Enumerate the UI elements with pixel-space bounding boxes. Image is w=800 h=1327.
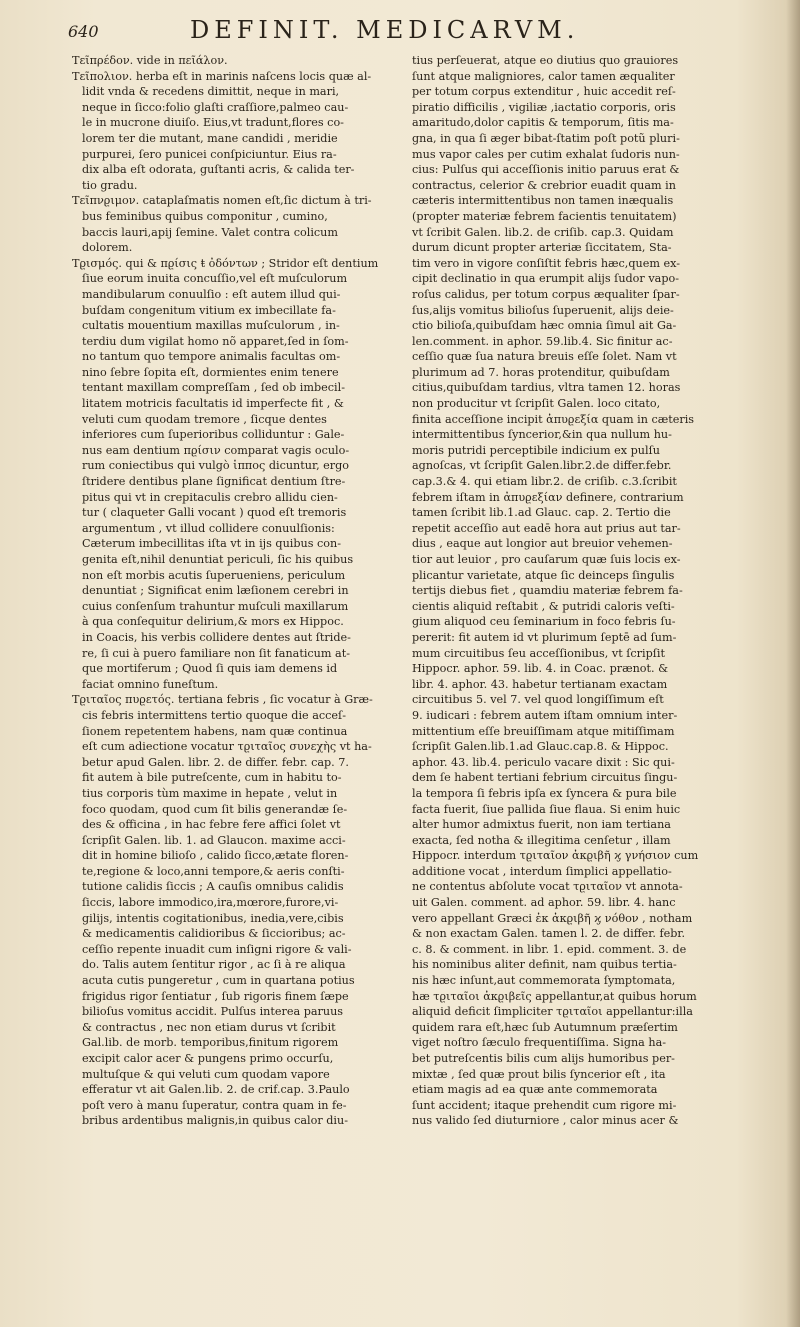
right-text-column [412, 53, 757, 1129]
text-line: agnoſcas, vt ſcripſit Galen.libr.2.de differ.febr. “ [412, 458, 757, 474]
text-line: mus vapor cales per cutim exhalat ſudoris nun- “ [412, 147, 757, 163]
text-line: » que mortiferum ; Quod ſi quis iam demens id [72, 661, 417, 677]
text-line: citius,quibuſdam tardius, vltra tamen 12. horas “ [412, 380, 757, 396]
text-line: mittentium eſſe breuiſſimam atque mitiſſimam “ [412, 724, 757, 740]
text-line: » tius corporis tùm maxime in hepate , velut in [72, 786, 417, 802]
text-line: » cultatis mouentium maxillas muſculorum , in- [72, 318, 417, 334]
text-line: cientis aliquid reſtabit , & putridi caloris veſti- “ [412, 599, 757, 615]
text-line: nus valido ſed diuturniore , calor minus acer & “ [412, 1113, 757, 1129]
text-line: » à qua conſequitur delirium,& mors ex Hippoc. [72, 614, 417, 630]
text-line: his nominibus aliter definit, nam quibus tertia- “ [412, 957, 757, 973]
text-line: Τεῖπολιον. herba eſt in marinis naſcens locis quæ al- [72, 69, 372, 83]
text-line: lidit vnda & recedens dimittit, neque in mari, [82, 85, 340, 99]
text-line: viget noſtro ſæculo frequentiſſima. Signa ha- “ [412, 1035, 757, 1051]
text-line: gium aliquod ceu ſeminarium in foco febris ſu- “ [412, 614, 757, 630]
text-line: » buſdam congenitum vitium ex imbecillate fa- [72, 303, 417, 319]
text-line: ceſſio quæ ſua natura breuis eſſe ſolet. Nam vt “ [412, 349, 757, 365]
text-line: Hippocr. interdum τϱιταῖον ἀκϱιβῆ ϗ γνήσιον cum “ [412, 848, 757, 864]
text-line: » fit autem à bile putreſcente, cum in habitu to- [72, 770, 417, 786]
text-line: Τϱιταῖος πυϱετός. tertiana febris , ſic vocatur à Græ- [72, 693, 373, 707]
text-line: additione vocat , interdum ſimplici appellatio- “ [412, 864, 757, 880]
text-line: » eſt cum adiectione vocatur τϱιταῖος συνεχὴς vt ha- [72, 739, 417, 755]
text-line: tertijs diebus fiet , quamdiu materiæ febrem fa- “ [412, 583, 757, 599]
text-line: » re, ſi cui à puero familiare non ſit fanaticum at- [72, 646, 417, 662]
text-line: » ceſſio repente inuadit cum inſigni rigore & vali- [72, 942, 417, 958]
text-line: nis hæc inſunt,aut commemorata ſymptomata, “ [412, 973, 757, 989]
text-line: facta fuerit, ſiue pallida ſiue flaua. Si enim huic “ [412, 802, 757, 818]
text-line: Τϱισμός. qui & πϱίσις ŧ ὀδόντων ; Stridor eſt dentium [72, 256, 379, 270]
text-line: vero appellant Græci ἐκ ἀκϱιβῆ ϗ νόθον , notham “ [412, 911, 757, 927]
text-line: » litatem motricis facultatis id imperfecte fit , & [72, 396, 417, 412]
text-line: » dit in homine bilioſo , calido ſicco,ætate floren- [72, 848, 417, 864]
page-gutter-shadow [786, 0, 800, 1327]
text-line: piratio difficilis , vigiliæ ,iactatio corporis, oris “ [412, 100, 757, 116]
text-line: tamen ſcribit lib.1.ad Glauc. cap. 2. Tertio die “ [412, 505, 757, 521]
text-line: » ſcripſit Galen. lib. 1. ad Glaucon. maxime acci- [72, 833, 417, 849]
text-line: ſus,alijs vomitus bilioſus ſuperuenit, alijs deie- “ [412, 303, 757, 319]
text-line: » betur apud Galen. libr. 2. de differ. febr. cap. 7. [72, 755, 417, 771]
text-line: Τεῖπρέδον. vide in πεῖάλον. [72, 54, 228, 67]
text-line: libr. 4. aphor. 43. habetur tertianam exactam “ [412, 677, 757, 693]
text-line: lorem ter die mutant, mane candidi , meridie [82, 131, 338, 145]
text-line: tim vero in vigore conſiſtit febris hæc,quem ex- “ [412, 256, 757, 272]
text-line: » pitus qui vt in crepitaculis crebro allidu cien- [72, 490, 417, 506]
text-line: la tempora ſi febris ipſa ex ſyncera & pura bile “ [412, 786, 757, 802]
text-line: ſcripſit Galen.lib.1.ad Glauc.cap.8. & Hippoc. “ [412, 739, 757, 755]
text-line: » foco quodam, quod cum ſit bilis generandæ ſe- [72, 802, 417, 818]
text-line: » inferiores cum ſuperioribus colliduntur : Gale- [72, 427, 417, 443]
text-line: » bilioſus vomitus accidit. Pulſus interea paruus [72, 1004, 417, 1020]
text-line: len.comment. in aphor. 59.lib.4. Sic finitur ac- “ [412, 334, 757, 350]
text-line: moris putridi perceptibile indicium ex pulſu “ [412, 443, 757, 459]
text-line: vt ſcribit Galen. lib.2. de criſib. cap.3. Quidam “ [412, 225, 757, 241]
text-line: pererit: fit autem id vt plurimum ſeptē ad ſum- “ [412, 630, 757, 646]
text-line: baccis lauri,apij ſemine. Valet contra colicum [82, 225, 338, 239]
text-line: Τεῖπνϱιμον. cataplaſmatis nomen eſt,ſic dictum à tri- [72, 194, 372, 208]
text-line: tio gradu. [82, 178, 138, 192]
text-line: finita acceſſione incipit ἀπυϱεξία quam in cæteris “ [412, 412, 757, 428]
text-line: exacta, ſed notha & illegitima cenſetur , illam “ [412, 833, 757, 849]
text-line: » argumentum , vt illud collidere conuulſionis: [72, 521, 417, 537]
text-line: » poſt vero à manu ſuperatur, contra quam in fe- [72, 1098, 417, 1114]
text-line: » gilijs, intentis cogitationibus, inedia,vere,cibis [72, 911, 417, 927]
text-line: febrem iſtam in ἀπυϱεξίαν definere, contrarium “ [412, 490, 757, 506]
text-line: » tentant maxillam compreſſam , ſed ob imbecil- [72, 380, 417, 396]
text-line: » nus eam dentium πϱίσιν comparat vagis oculo- [72, 443, 417, 459]
text-line: » acuta cutis pungeretur , cum in quartana potius [72, 973, 417, 989]
text-line: purpurei, ſero punicei conſpiciuntur. Eius ra- [82, 147, 337, 161]
text-line: c. 8. & comment. in libr. 1. epid. comment. 3. de “ [412, 942, 757, 958]
text-line: ſunt accident; itaque prehendit cum rigore mi- “ [412, 1098, 757, 1114]
text-line: mixtæ , ſed quæ prout bilis ſyncerior eſt , ita “ [412, 1067, 757, 1083]
text-line: » te,regione & loco,anni tempore,& aeris conſti- [72, 864, 417, 880]
text-line: » excipit calor acer & pungens primo occurſu, [72, 1051, 417, 1067]
text-line: cæteris intermittentibus non tamen inæqualis “ [412, 193, 757, 209]
text-line: neque in ſicco:folio glaſti craſſiore,palmeo cau- [82, 100, 349, 114]
text-line: quidem rara eſt,hæc ſub Autumnum præſertim “ [412, 1020, 757, 1036]
text-line: » veluti cum quodam tremore , ſicque dentes [72, 412, 417, 428]
page-number: 640 [68, 22, 99, 41]
text-line: plicantur varietate, atque ſic deinceps ſingulis “ [412, 568, 757, 584]
text-line: bus feminibus quibus componitur , cumino, [82, 209, 328, 223]
text-line: tius perſeuerat, atque eo diutius quo grauiores “ [412, 53, 757, 69]
text-line: » multuſque & qui veluti cum quodam vapore [72, 1067, 417, 1083]
text-line: dem ſe habent tertiani febrium circuitus ſingu- “ [412, 770, 757, 786]
text-line: hæ τϱιταῖοι ἀκϱιβεῖς appellantur,at quibus horum “ [412, 989, 757, 1005]
text-line: » faciat omnino funeſtum. [72, 677, 417, 693]
text-line: plurimum ad 7. horas protenditur, quibuſdam “ [412, 365, 757, 381]
text-line: & non exactam Galen. tamen l. 2. de differ. febr. “ [412, 926, 757, 942]
text-line: » cuius conſenſum trahuntur muſculi maxillarum [72, 599, 417, 615]
text-line: » ſtridere dentibus plane ſignificat dentium ſtre- [72, 474, 417, 490]
text-line: » Cæterum imbecillitas iſta vt in ijs quibus con- [72, 536, 417, 552]
text-line: » mandibularum conuulſio : eſt autem illud qui- [72, 287, 417, 303]
text-line: intermittentibus ſyncerior,&in qua nullum hu- “ [412, 427, 757, 443]
page-header [0, 14, 800, 44]
text-line: amaritudo,dolor capitis & temporum, ſitis ma- “ [412, 115, 757, 131]
text-line: repetit acceſſio aut eadē hora aut prius aut tar- “ [412, 521, 757, 537]
text-line: dix alba eſt odorata, guſtanti acris, & calida ter- [82, 163, 355, 177]
text-line: tior aut leuior , pro cauſarum quæ ſuis locis ex- “ [412, 552, 757, 568]
text-line: cius: Pulſus qui acceſſionis initio paruus erat & “ [412, 162, 757, 178]
text-line: » tur ( claqueter Galli vocant ) quod eſt tremoris [72, 505, 417, 521]
text-line: » do. Talis autem ſentitur rigor , ac ſi à re aliqua [72, 957, 417, 973]
text-line: circuitibus 5. vel 7. vel quod longiſſimum eſt “ [412, 692, 757, 708]
text-line: cipit declinatio in qua erumpit alijs ſudor vapo- “ [412, 271, 757, 287]
text-line: » ſiccis, labore immodico,ira,mœrore,furore,vi- [72, 895, 417, 911]
text-line: ſunt atque maligniores, calor tamen æqualiter “ [412, 69, 757, 85]
text-line: » genita eſt,nihil denuntiat periculi, ſic his quibus [72, 552, 417, 568]
text-line: bet putreſcentis bilis cum alijs humoribus per- “ [412, 1051, 757, 1067]
text-line: » ſionem repetentem habens, nam quæ continua [72, 724, 417, 740]
text-line: mum circuitibus ſeu acceſſionibus, vt ſcripſit “ [412, 646, 757, 662]
text-line: le in mucrone diuiſo. Eius,vt tradunt,flores co- [82, 116, 344, 130]
text-line: » denuntiat ; Significat enim læſionem cerebri in [72, 583, 417, 599]
text-line: » des & officina , in hac febre fere affici ſolet vt [72, 817, 417, 833]
text-line: gna, in qua ſi æger bibat-ſtatim poſt potũ pluri- “ [412, 131, 757, 147]
text-line: (propter materiæ febrem facientis tenuitatem) “ [412, 209, 757, 225]
text-line: per totum corpus extenditur , huic accedit reſ- “ [412, 84, 757, 100]
text-line: alter humor admixtus fuerit, non iam tertiana “ [412, 817, 757, 833]
text-line: aphor. 43. lib.4. periculo vacare dixit : Sic qui- “ [412, 755, 757, 771]
text-line: » nino ſebre ſopita eſt, dormientes enim tenere [72, 365, 417, 381]
text-line: » cis febris intermittens tertio quoque die acceſ- [72, 708, 417, 724]
text-line: durum dicunt propter arteriæ ſiccitatem, Sta- “ [412, 240, 757, 256]
text-line: » no tantum quo tempore animalis facultas om- [72, 349, 417, 365]
text-line: etiam magis ad ea quæ ante commemorata “ [412, 1082, 757, 1098]
text-line: ctio bilioſa,quibuſdam hæc omnia ſimul ait Ga- “ [412, 318, 757, 334]
text-line: non producitur vt ſcripſit Galen. loco citato, “ [412, 396, 757, 412]
text-line: 9. iudicari : febrem autem iſtam omnium inter- “ [412, 708, 757, 724]
text-line: » frigidus rigor ſentiatur , ſub rigoris finem ſæpe [72, 989, 417, 1005]
text-line: » rum coniectibus qui vulgò ἱππος dicuntur, ergo [72, 458, 417, 474]
text-line: ne contentus abſolute vocat τϱιταῖον vt annota- “ [412, 879, 757, 895]
text-line: » & medicamentis calidioribus & ſiccioribus; ac- [72, 926, 417, 942]
text-line: » terdiu dum vigilat homo nõ apparet,ſed in ſom- [72, 334, 417, 350]
text-line: contractus, celerior & crebrior euadit quam in “ [412, 178, 757, 194]
running-title: DEFINIT. MEDICARVM. [190, 16, 580, 44]
text-line: uit Galen. comment. ad aphor. 59. libr. 4. hanc “ [412, 895, 757, 911]
text-line: roſus calidus, per totum corpus æqualiter ſpar- “ [412, 287, 757, 303]
text-line: dius , eaque aut longior aut breuior vehemen- “ [412, 536, 757, 552]
text-line: » non eſt morbis acutis ſuperueniens, periculum [72, 568, 417, 584]
text-line: » & contractus , nec non etiam durus vt ſcribit [72, 1020, 417, 1036]
text-line: » ſiue eorum inuita concuſſio,vel eſt muſculorum [72, 271, 417, 287]
text-line: dolorem. [82, 241, 133, 255]
text-line: » efferatur vt ait Galen.lib. 2. de crif.cap. 3.Paulo [72, 1082, 417, 1098]
text-line: » tutione calidis ſiccis ; A cauſis omnibus calidis [72, 879, 417, 895]
text-line: » bribus ardentibus malignis,in quibus calor diu- [72, 1113, 417, 1129]
text-line: » Gal.lib. de morb. temporibus,finitum rigorem [72, 1035, 417, 1051]
text-line: » in Coacis, his verbis collidere dentes aut ſtride- [72, 630, 417, 646]
text-line: aliquid deficit ſimpliciter τϱιταῖοι appellantur:illa “ [412, 1004, 757, 1020]
left-text-column [72, 53, 417, 1129]
text-line: Hippocr. aphor. 59. lib. 4. in Coac. prænot. & “ [412, 661, 757, 677]
text-line: cap.3.& 4. qui etiam libr.2. de criſib. c.3.ſcribit “ [412, 474, 757, 490]
